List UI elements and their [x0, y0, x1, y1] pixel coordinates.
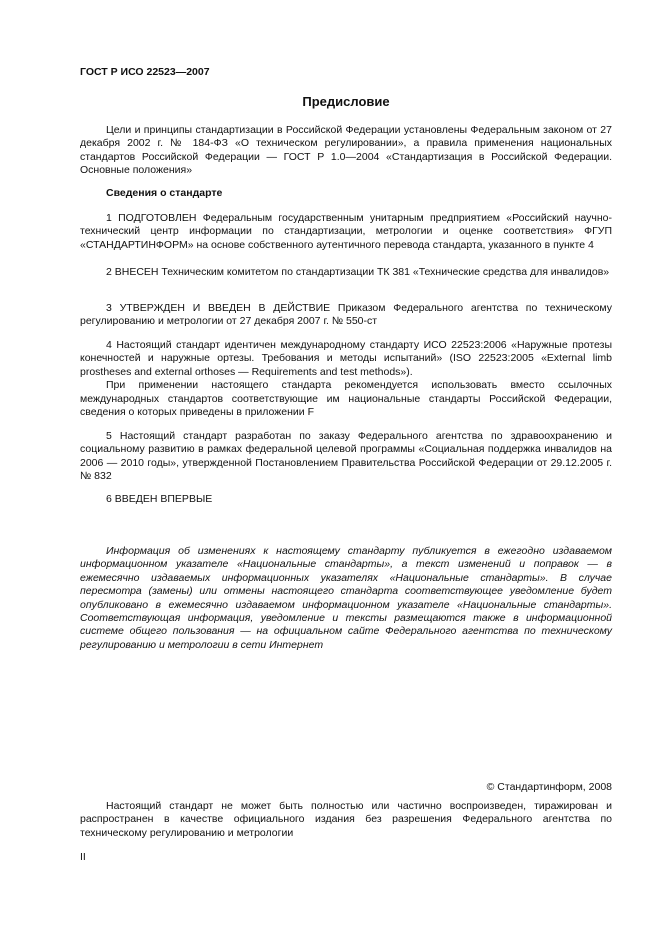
reproduction-notice-text: Настоящий стандарт не может быть полностью или частично воспроизведен, тиражирован и распространен в качестве официального издания без разрешения Федерального агентства по техническому регулированию и метрологии — [80, 800, 612, 839]
intro-paragraph — [80, 124, 612, 178]
item-4-note: При применении настоящего стандарта рекомендуется использовать вместо ссылочных международных стандартов соответствующие им национальные стандарты Российской Федерации, сведения о которых приведены в приложении F — [80, 379, 612, 419]
item-3 — [80, 302, 612, 329]
item-1-text: 1 ПОДГОТОВЛЕН Федеральным государственным унитарным предприятием «Российский научно-технический центр информации по стандартизации, метрологии и оценке соответствия» ФГУП «СТАНДАРТИНФОРМ» на основе собственного аутентичного перевода стандарта, указанного в пункте 4 — [80, 212, 612, 251]
item-1 — [80, 212, 612, 252]
standard-code-header: ГОСТ Р ИСО 22523—2007 — [80, 66, 210, 78]
page-title: Предисловие — [302, 94, 390, 109]
item-4 — [80, 339, 612, 419]
item-6-text: 6 ВВЕДЕН ВПЕРВЫЕ — [106, 493, 213, 505]
copyright: © Стандартинформ, 2008 — [486, 781, 612, 793]
reproduction-notice — [80, 800, 612, 840]
item-2 — [80, 266, 612, 279]
intro-text: Цели и принципы стандартизации в Российской Федерации установлены Федеральным законом от 27 декабря 2002 г. № 184-ФЗ «О техническом регулировании», а правила применения национальных стандартов Российской Федерации — ГОСТ Р 1.0—2004 «Стандартизация в Российской Федерации. Основные положения» — [80, 124, 612, 177]
item-6 — [80, 493, 612, 506]
section-heading: Сведения о стандарте — [106, 187, 223, 199]
page-number: II — [80, 851, 86, 863]
item-5 — [80, 430, 612, 484]
item-3-text: 3 УТВЕРЖДЕН И ВВЕДЕН В ДЕЙСТВИЕ Приказом Федерального агентства по техническому регулированию и метрологии от 27 декабря 2007 г. № 550-ст — [80, 302, 612, 328]
item-2-text: 2 ВНЕСЕН Техническим комитетом по стандартизации ТК 381 «Технические средства для инвалидов» — [106, 266, 610, 278]
info-notice — [80, 545, 612, 652]
item-5-text: 5 Настоящий стандарт разработан по заказу Федерального агентства по здравоохранению и социальному развитию в рамках федеральной целевой программы «Социальная поддержка инвалидов на 2006 — 2010 годы», утвержденной Постановлением Правительства Российской Федерации от 29.12.2005 г. № 832 — [80, 430, 612, 483]
item-4-text: 4 Настоящий стандарт идентичен международному стандарту ИСО 22523:2006 «Наружные протезы конечностей и наружные ортезы. Требования и методы испытаний» (ISO 22523:2005 «External limb prostheses and external orthoses — Requirements and test methods»). — [80, 339, 612, 378]
info-notice-text: Информация об изменениях к настоящему стандарту публикуется в ежегодно издаваемом информационном указателе «Национальные стандарты», а текст изменений и поправок — в ежемесячно издаваемых информационных указателях «Национальные стандарты». В случае пересмотра (замены) или отмены настоящего стандарта соответствующее уведомление будет опубликовано в ежемесячно издаваемом информационном указателе «Национальные стандарты». Соответствующая информация, уведомление и тексты размещаются также в информационной системе общего пользования — на официальном сайте Федерального агентства по техническому регулированию и метрологии в сети Интернет — [80, 545, 612, 651]
